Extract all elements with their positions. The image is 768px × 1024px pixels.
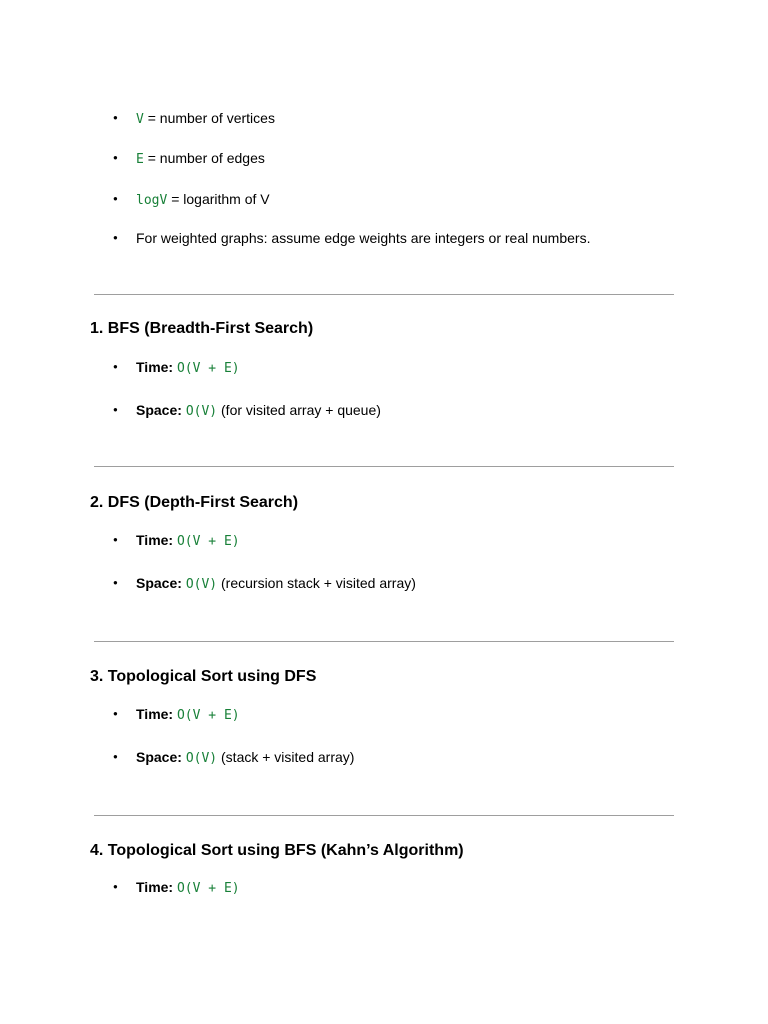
space-note: (recursion stack + visited array) [217, 575, 416, 591]
time-complexity-item [136, 705, 240, 725]
space-value: O(V) [185, 577, 218, 592]
definition-text: = number of vertices [143, 110, 275, 126]
time-complexity-item [136, 358, 240, 378]
space-note: (stack + visited array) [217, 749, 355, 765]
code-span: E [136, 152, 144, 167]
time-value: O(V + E) [176, 708, 240, 723]
time-value: O(V + E) [176, 534, 240, 549]
time-value: O(V + E) [176, 881, 240, 896]
space-complexity-item [136, 401, 381, 421]
time-label: Time: [136, 706, 174, 722]
space-label: Space: [136, 402, 182, 418]
definition-text: = logarithm of V [167, 191, 270, 207]
section-heading-topo-bfs: 4. Topological Sort using BFS (Kahn’s Algorithm) [90, 842, 464, 859]
section-heading-topo-dfs: 3. Topological Sort using DFS [90, 668, 317, 685]
time-complexity-item [136, 878, 240, 898]
space-note: (for visited array + queue) [217, 402, 381, 418]
time-label: Time: [136, 879, 174, 895]
space-complexity-item [136, 748, 354, 768]
space-label: Space: [136, 749, 182, 765]
space-value: O(V) [185, 751, 218, 766]
definition-text: = number of edges [143, 150, 265, 166]
time-label: Time: [136, 532, 174, 548]
space-value: O(V) [185, 404, 218, 419]
time-complexity-item [136, 531, 240, 551]
section-heading-bfs: 1. BFS (Breadth-First Search) [90, 320, 314, 337]
space-label: Space: [136, 575, 182, 591]
definition-item-v [136, 109, 275, 129]
section-divider [94, 815, 674, 816]
definition-item-e [136, 149, 265, 169]
section-divider [94, 641, 674, 642]
time-label: Time: [136, 359, 174, 375]
section-divider [94, 466, 674, 467]
space-complexity-item [136, 574, 416, 594]
definition-text: For weighted graphs: assume edge weights are integers or real numbers. [136, 230, 591, 246]
section-divider [94, 294, 674, 295]
time-value: O(V + E) [176, 361, 240, 376]
code-span: logV [136, 193, 168, 208]
definition-item-logv [136, 190, 270, 210]
section-heading-dfs: 2. DFS (Depth-First Search) [90, 494, 299, 511]
definition-item-weighted [136, 229, 590, 247]
code-span: V [136, 112, 144, 127]
